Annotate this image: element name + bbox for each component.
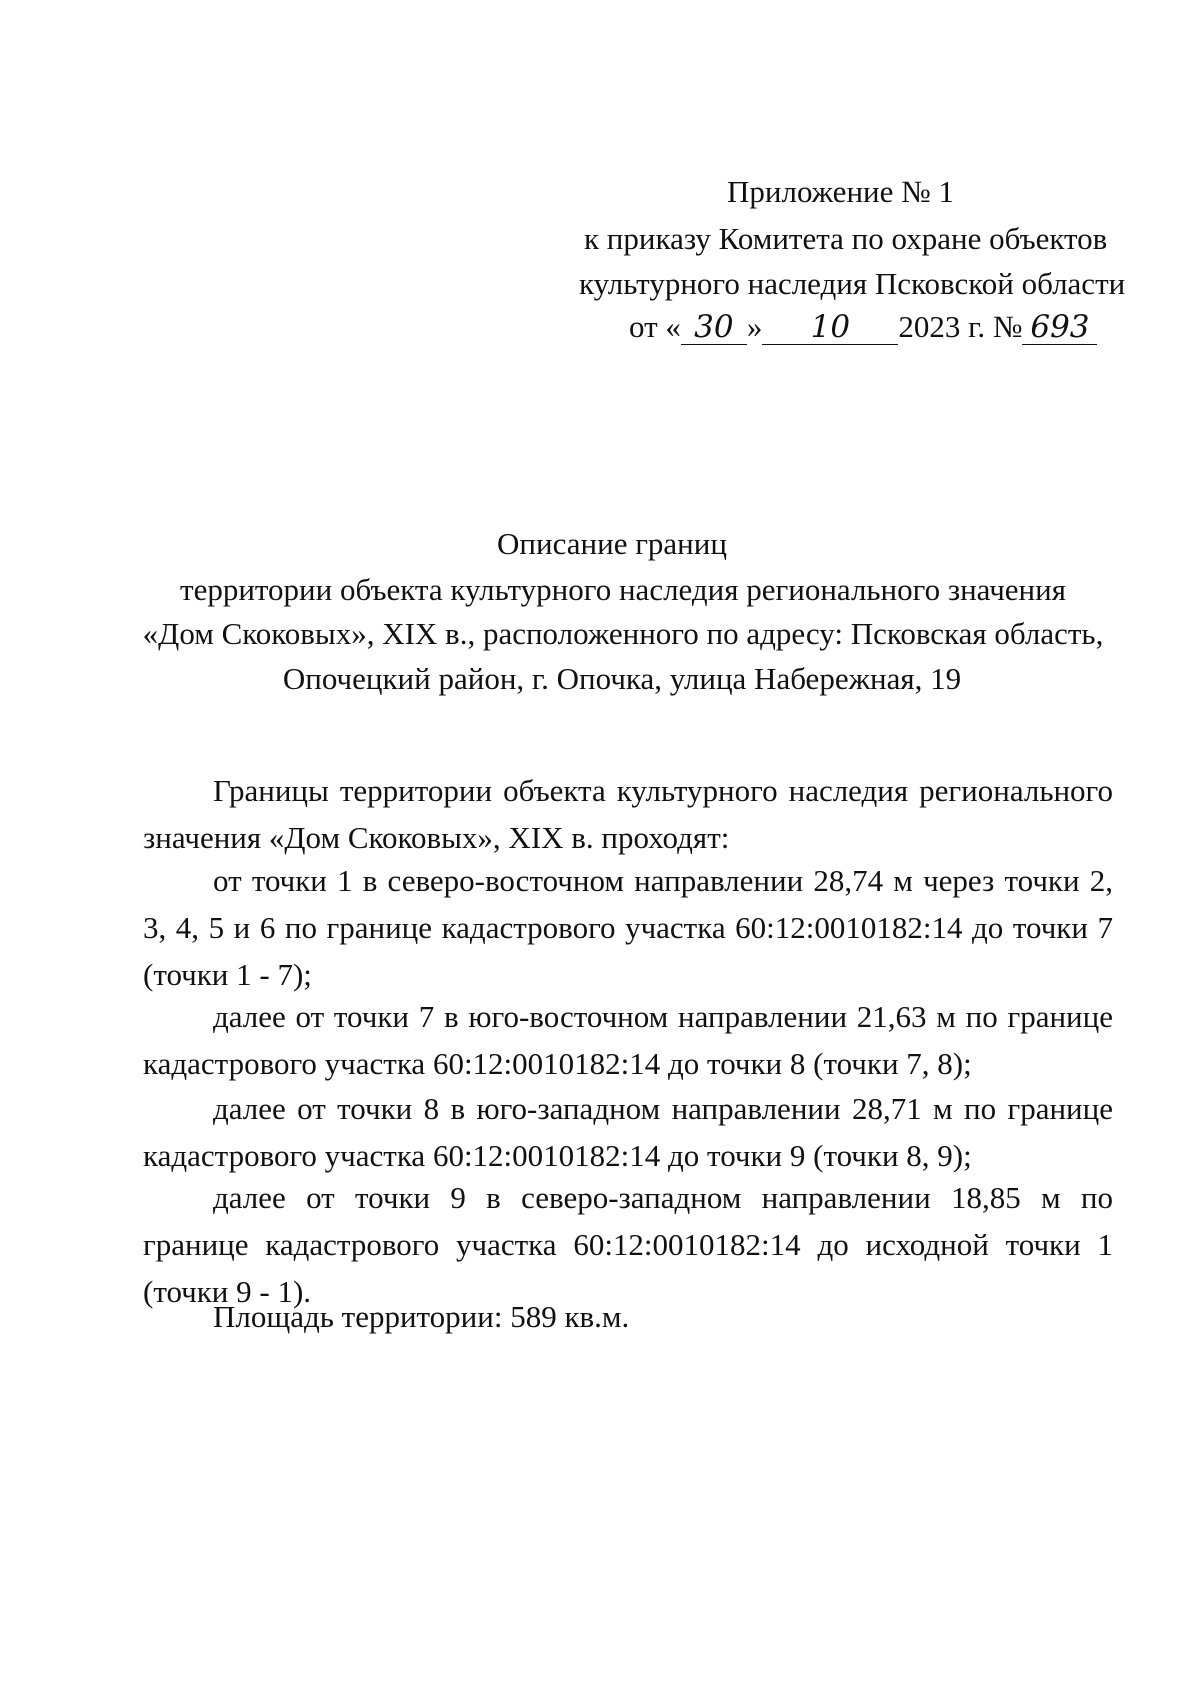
intro-paragraph bbox=[143, 767, 1113, 861]
title-address-line: Опочецкий район, г. Опочка, улица Набережная, 19 bbox=[282, 661, 962, 696]
title-subject-line: территории объекта культурного наследия регионального значения bbox=[180, 572, 1066, 607]
segment-4-text: далее от точки 9 в северо-западном направлении 18,85 м по границе кадастрового участка 60:12:0010182:14 до исходной точки 1 (точки 9 - 1). bbox=[143, 1180, 1113, 1309]
order-reference-line: к приказу Комитета по охране объектов bbox=[584, 221, 1108, 256]
document-title: Описание границ bbox=[497, 526, 727, 561]
committee-name-line: культурного наследия Псковской области bbox=[579, 266, 1126, 301]
handwritten-month: 10 bbox=[762, 310, 898, 345]
area-paragraph bbox=[143, 1293, 1113, 1340]
area-text: Площадь территории: 589 кв.м. bbox=[213, 1299, 630, 1334]
date-mid: » bbox=[746, 309, 763, 344]
title-object-line: «Дом Скоковых», XIX в., расположенного по адресу: Псковская область, bbox=[142, 616, 1104, 651]
segment-1-text: от точки 1 в северо-восточном направлении 28,74 м через точки 2, 3, 4, 5 и 6 по границе кадастрового участка 60:12:0010182:14 до точки 7 (точки 1 - 7); bbox=[143, 863, 1113, 992]
intro-text: Границы территории объекта культурного наследия регионального значения «Дом Скоковых», XIX в. проходят: bbox=[143, 773, 1113, 855]
order-date-line bbox=[629, 307, 1097, 347]
boundary-segment-1 bbox=[143, 857, 1113, 998]
appendix-label: Приложение № 1 bbox=[727, 174, 954, 209]
segment-3-text: далее от точки 8 в юго-западном направлении 28,71 м по границе кадастрового участка 60:12:0010182:14 до точки 9 (точки 8, 9); bbox=[143, 1091, 1113, 1173]
handwritten-order-number: 693 bbox=[1022, 310, 1097, 345]
segment-2-text: далее от точки 7 в юго-восточном направлении 21,63 м по границе кадастрового участка 60:12:0010182:14 до точки 8 (точки 7, 8); bbox=[143, 999, 1113, 1081]
date-year-text: 2023 г. № bbox=[898, 309, 1023, 344]
boundary-segment-2 bbox=[143, 993, 1113, 1087]
boundary-segment-3 bbox=[143, 1085, 1113, 1179]
handwritten-day: 30 bbox=[681, 310, 747, 345]
date-prefix: от « bbox=[629, 309, 681, 344]
